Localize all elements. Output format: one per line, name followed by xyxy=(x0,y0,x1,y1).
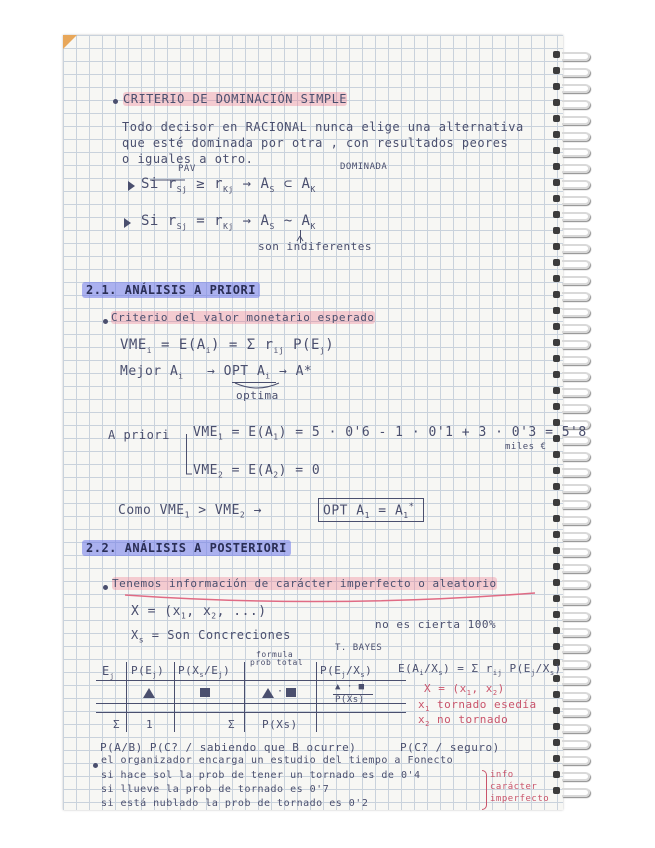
spiral-ring xyxy=(553,562,591,571)
spiral-ring xyxy=(553,642,591,651)
spiral-ring xyxy=(553,722,591,731)
spiral-ring xyxy=(553,466,591,475)
bullet-dot xyxy=(103,585,108,590)
arrow-bullet-icon xyxy=(124,218,131,228)
text-no-cierta: no es cierta 100% xyxy=(375,618,497,631)
spiral-ring xyxy=(553,66,591,75)
spiral-ring xyxy=(553,770,591,779)
pink-x2-def: $x_2$ no tornado xyxy=(418,713,509,729)
text-pc-seguro: P(C? / seguro) xyxy=(400,741,500,754)
col-header-pxs: $P(X_s/E_j)$ xyxy=(178,664,231,680)
heading-analisis-a-posteriori: 2.2. ANÁLISIS A POSTERIORI xyxy=(82,540,291,556)
spiral-ring xyxy=(553,690,591,699)
formula-vme1: $VME_1 = E(A_1) = 5 \cdot 0'6 - 1 \cdot 0'1 + 3 \cdot 0'3 = 5'8$ xyxy=(193,425,587,442)
spiral-ring xyxy=(553,258,591,267)
spiral-ring xyxy=(553,82,591,91)
arrow-bullet-icon xyxy=(128,181,135,191)
formula-mejor: Mejor $A_i$ xyxy=(120,364,184,381)
spiral-ring xyxy=(553,146,591,155)
table-rule xyxy=(96,680,406,681)
bullet-dot xyxy=(93,763,98,768)
spiral-ring xyxy=(553,130,591,139)
spiral-ring xyxy=(553,450,591,459)
spiral-ring xyxy=(553,706,591,715)
spiral-ring xyxy=(553,370,591,379)
triangle-icon xyxy=(262,688,274,698)
pink-x1-def: $x_1$ tornado esedía xyxy=(418,698,537,714)
bullet-dot xyxy=(103,319,108,324)
text-organizador: el organizador encarga un estudio del tiempo a Fonecto xyxy=(101,755,454,766)
text-line-1: Todo decisor en RACIONAL nunca elige una alternativa xyxy=(122,120,524,134)
spiral-ring xyxy=(553,482,591,491)
spiral-ring xyxy=(553,50,591,59)
note-caracter: carácter xyxy=(490,782,538,792)
spiral-ring xyxy=(553,338,591,347)
table-col-line xyxy=(316,662,317,732)
units-miles: miles € xyxy=(505,442,547,452)
spiral-ring xyxy=(553,210,591,219)
spiral-ring xyxy=(553,194,591,203)
formula-xs: $X_s$ = Son Concreciones xyxy=(131,628,291,645)
triangle-icon xyxy=(143,688,155,698)
spiral-ring xyxy=(553,626,591,635)
text-line-2: que esté dominada por otra , con resultados peores xyxy=(122,136,509,150)
spiral-ring xyxy=(553,594,591,603)
page-corner xyxy=(63,35,77,49)
col-header-pej-xs: $P(E_j/X_s)$ xyxy=(320,664,373,680)
text-pab: P(A/B) P(C? / sabiendo que B ocurre) xyxy=(100,741,357,754)
text-si-nublado: si está nublado la prob de tornado es 0'2 xyxy=(101,798,369,809)
note-imperfecto: imperfecto xyxy=(490,794,550,804)
section-title-dominacion: CRITERIO DE DOMINACIÓN SIMPLE xyxy=(123,92,348,106)
text-si-sol: si hace sol la prob de tener un tornado es de 0'4 xyxy=(101,770,421,781)
spiral-ring xyxy=(553,402,591,411)
col-header-ej: $E_j$ xyxy=(102,664,115,681)
spiral-ring xyxy=(553,306,591,315)
spiral-ring xyxy=(553,242,591,251)
spiral-ring xyxy=(553,546,591,555)
spiral-ring xyxy=(553,178,591,187)
label-formula: formula xyxy=(256,650,294,659)
table-col-line xyxy=(174,662,175,732)
fraction-numerator: ▲ · ■ xyxy=(335,682,365,692)
text-indiferentes: son indiferentes xyxy=(258,240,372,253)
text-si-llueve: si llueve la prob de tornado es 0'7 xyxy=(101,784,330,795)
spiral-ring xyxy=(553,98,591,107)
spiral-ring xyxy=(553,274,591,283)
spiral-ring xyxy=(553,754,591,763)
square-icon xyxy=(286,688,296,697)
pink-x-def: $X = (x_1$, $x_2$) xyxy=(424,682,505,698)
result-opt: OPT $A_1 = A_1^*$ xyxy=(323,502,415,520)
spiral-ring xyxy=(553,354,591,363)
spiral-ring xyxy=(553,786,591,795)
table-col-line xyxy=(126,662,127,732)
dot-operator: · xyxy=(277,686,284,697)
text-tenemos: Tenemos información de carácter imperfecto o aleatorio xyxy=(112,577,497,590)
label-dominada: DOMINADA xyxy=(340,162,388,172)
spiral-ring xyxy=(553,226,591,235)
label-pav: PAV xyxy=(178,164,196,174)
label-t-bayes: T. BAYES xyxy=(335,643,383,653)
spiral-ring xyxy=(553,114,591,123)
spiral-ring xyxy=(553,530,591,539)
spiral-ring xyxy=(553,498,591,507)
text-optima: optima xyxy=(236,389,279,402)
note-info: info xyxy=(490,770,514,780)
spiral-ring xyxy=(553,386,591,395)
fraction-denominator: P(Xs) xyxy=(335,695,365,705)
table-rule xyxy=(96,712,406,713)
spiral-ring xyxy=(553,322,591,331)
spiral-ring xyxy=(553,578,591,587)
rule-indifference: Si $r_{Sj} = r_{Kj} \to A_S$ ~ $A_K$ xyxy=(141,213,316,231)
rule-dominance: Si $r_{Sj} \ge r_{Kj} \to A_S$ ⊂ $A_K$ xyxy=(141,176,316,194)
spiral-ring xyxy=(553,290,591,299)
table-col-line xyxy=(244,662,245,732)
text-line-3: o iguales a otro. xyxy=(122,152,254,166)
spiral-ring xyxy=(553,162,591,171)
label-a-priori: A priori xyxy=(108,428,170,442)
col-header-expectation: $E(A_i/X_s) = \Sigma$ $r_{ij}$ $P(E_j/X_s)$ xyxy=(398,662,562,678)
pink-brace xyxy=(482,770,487,810)
bracket-line xyxy=(186,434,187,474)
heading-analisis-a-priori: 2.1. ANÁLISIS A PRIORI xyxy=(82,282,260,298)
square-icon xyxy=(200,688,210,697)
spiral-ring xyxy=(553,610,591,619)
spiral-ring xyxy=(553,738,591,747)
formula-x: $X = (x_1$, $x_2$, ...) xyxy=(131,604,267,621)
criterion-title: Criterio del valor monetario esperado xyxy=(111,311,375,324)
bullet-dot xyxy=(113,99,118,104)
formula-vme: $VME_i = E(A_i) = \Sigma$ $r_{ij}$ $P(E_j)$ xyxy=(120,337,335,355)
sum-symbol-2: Σ xyxy=(228,718,236,731)
formula-opt: → OPT $A_i \to A*$ xyxy=(207,364,313,381)
sum-pxs: P(Xs) xyxy=(262,718,298,731)
spiral-ring xyxy=(553,514,591,523)
sum-symbol: Σ xyxy=(113,718,121,731)
label-prob-total: prob total xyxy=(250,658,304,667)
formula-vme2: $VME_2 = E(A_2) = 0$ xyxy=(193,463,321,480)
col-header-pej: $P(E_j)$ xyxy=(131,664,165,680)
underbrace xyxy=(232,382,276,383)
formula-como: Como $VME_1 > VME_2$ → xyxy=(118,503,262,520)
sum-one: 1 xyxy=(146,718,154,731)
